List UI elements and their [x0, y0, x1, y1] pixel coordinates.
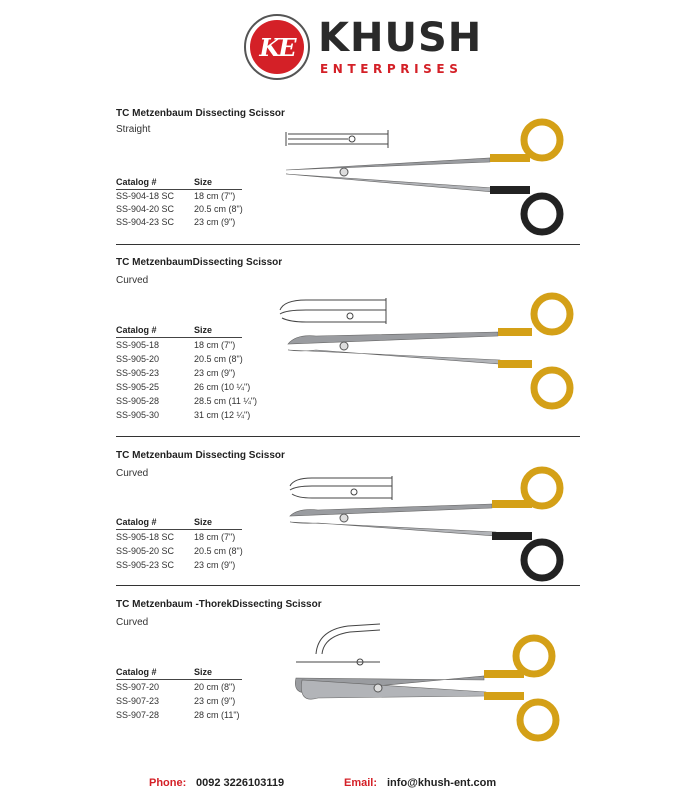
section-divider [116, 244, 580, 245]
size-value: 23 cm (9") [194, 368, 236, 378]
catalog-number: SS-905-20 SC [116, 546, 175, 556]
section-divider [116, 436, 580, 437]
size-value: 20.5 cm (8") [194, 354, 243, 364]
logo-initials: KE [250, 20, 304, 74]
contact-footer [0, 777, 689, 791]
size-header: Size [194, 667, 213, 677]
scissor-straight-sc-image [280, 118, 580, 240]
scissor-thorek-image [288, 618, 580, 748]
catalog-number: SS-907-20 [116, 682, 160, 692]
catalog-table-header [116, 667, 242, 680]
email-address[interactable]: info@khush-ent.com [387, 777, 497, 789]
phone-label: Phone: [149, 777, 187, 789]
product-variant: Curved [116, 617, 149, 628]
size-value: 31 cm (12 ¼") [194, 410, 251, 420]
size-header: Size [194, 177, 213, 187]
brand-logo [244, 14, 483, 82]
brand-subtitle: ENTERPRISES [320, 62, 463, 76]
size-value: 23 cm (9") [194, 560, 236, 570]
catalog-header: Catalog # [116, 517, 157, 527]
table-row [116, 696, 316, 708]
scissor-curved-sc-image [284, 466, 580, 590]
catalog-number: SS-905-18 [116, 340, 160, 350]
catalog-number: SS-904-18 SC [116, 191, 175, 201]
size-value: 18 cm (7") [194, 532, 236, 542]
catalog-number: SS-904-20 SC [116, 204, 175, 214]
size-header: Size [194, 517, 213, 527]
size-value: 23 cm (9") [194, 696, 236, 706]
logo-emblem [244, 14, 310, 80]
catalog-number: SS-905-28 [116, 396, 160, 406]
product-variant: Curved [116, 275, 149, 286]
size-value: 20.5 cm (8") [194, 546, 243, 556]
size-value: 23 cm (9") [194, 217, 236, 227]
product-variant: Curved [116, 468, 149, 479]
size-value: 20 cm (8") [194, 682, 236, 692]
catalog-number: SS-904-23 SC [116, 217, 175, 227]
product-title: TC Metzenbaum Dissecting Scissor [116, 108, 285, 119]
size-header: Size [194, 325, 213, 335]
size-value: 28.5 cm (11 ¼") [194, 396, 258, 406]
product-variant: Straight [116, 124, 151, 135]
size-value: 18 cm (7") [194, 191, 236, 201]
catalog-number: SS-907-28 [116, 710, 160, 720]
catalog-number: SS-905-25 [116, 382, 160, 392]
catalog-table-header [116, 517, 242, 530]
catalog-table-header [116, 325, 242, 338]
product-title: TC Metzenbaum Dissecting Scissor [116, 450, 285, 461]
product-title: TC MetzenbaumDissecting Scissor [116, 257, 283, 268]
product-title: TC Metzenbaum -ThorekDissecting Scissor [116, 599, 322, 610]
catalog-number: SS-905-30 [116, 410, 160, 420]
catalog-number: SS-905-23 [116, 368, 160, 378]
catalog-header: Catalog # [116, 667, 157, 677]
catalog-number: SS-905-18 SC [116, 532, 175, 542]
size-value: 20.5 cm (8") [194, 204, 243, 214]
section-divider [116, 585, 580, 586]
size-value: 18 cm (7") [194, 340, 236, 350]
catalog-table-header [116, 177, 242, 190]
email-label: Email: [344, 777, 378, 789]
catalog-number: SS-907-23 [116, 696, 160, 706]
size-value: 28 cm (11") [194, 710, 240, 720]
size-value: 26 cm (10 ¼") [194, 382, 251, 392]
catalog-header: Catalog # [116, 325, 157, 335]
table-row [116, 682, 316, 694]
catalog-number: SS-905-23 SC [116, 560, 175, 570]
catalog-header: Catalog # [116, 177, 157, 187]
catalog-number: SS-905-20 [116, 354, 160, 364]
scissor-curved-image [276, 292, 580, 416]
table-row [116, 710, 316, 722]
phone-number[interactable]: 0092 3226103119 [196, 777, 285, 789]
brand-name: KHUSH [318, 15, 483, 61]
